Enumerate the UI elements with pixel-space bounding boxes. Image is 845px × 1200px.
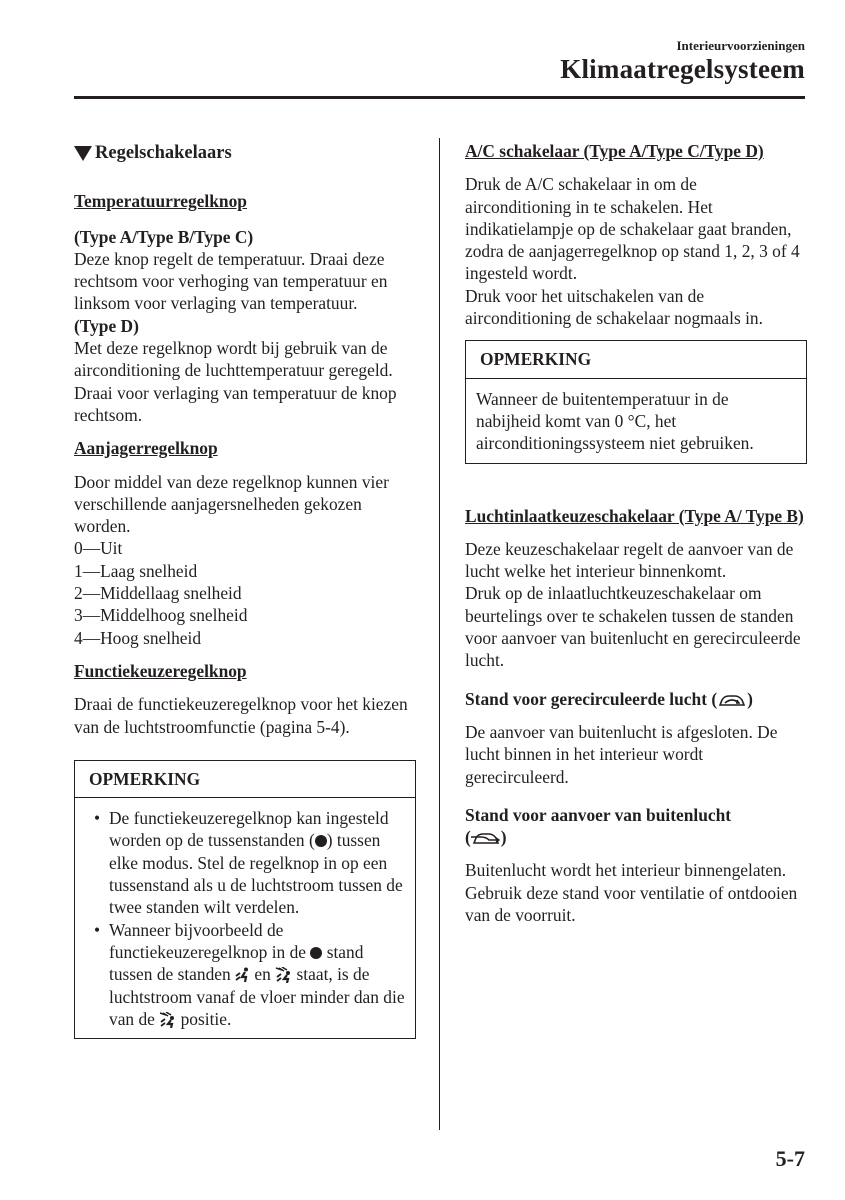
left-column bbox=[74, 140, 416, 1039]
note-bullet-1 bbox=[85, 807, 405, 918]
bullet-text bbox=[109, 919, 405, 1030]
bullet-text-part: stand tussen de standen bbox=[109, 941, 364, 985]
right-column bbox=[465, 140, 807, 926]
function-heading: Functiekeuzeregelknop bbox=[74, 660, 247, 681]
section-title bbox=[74, 142, 416, 164]
type-d-text: Met deze regelknop wordt bij gebruik van de airconditioning de luchttemperatuur geregeld. Draai voor verlaging van temperatuur de knop rechtsom. bbox=[74, 338, 397, 425]
type-d-label: (Type D) bbox=[74, 315, 139, 336]
fan-text: Door middel van deze regelknop kunnen vier verschillende aanjagersnelheden gekozen worden. bbox=[74, 471, 389, 537]
header-rule bbox=[74, 96, 805, 99]
fan-speed-4: 4—Hoog snelheid bbox=[74, 627, 202, 648]
floor-defrost-mode-icon bbox=[275, 967, 292, 983]
type-abc-text: Deze knop regelt de temperatuur. Draai deze rechtsom voor verhoging van temperatuur en linksom voor verlaging van temperatuur. bbox=[74, 248, 388, 314]
bullet-text bbox=[109, 807, 405, 918]
intake-text-1: Deze keuzeschakelaar regelt de aanvoer van de lucht welke het interieur binnenkomt. bbox=[465, 538, 794, 582]
note-heading: OPMERKING bbox=[75, 761, 415, 798]
recirculation-icon bbox=[717, 692, 747, 708]
fan-speed-2: 2—Middellaag snelheid bbox=[74, 583, 242, 604]
fan-heading: Aanjagerregelknop bbox=[74, 438, 218, 459]
bullet-mark: • bbox=[93, 919, 101, 940]
column-divider bbox=[439, 138, 440, 1130]
function-text: Draai de functiekeuzeregelknop voor het kiezen van de luchtstroomfunctie (pagina 5-4). bbox=[74, 694, 408, 737]
bullet-text-part: De functiekeuzeregelknop kan ingesteld worden op de tussenstanden ( bbox=[109, 808, 389, 851]
note-body bbox=[75, 798, 415, 1038]
bullet-mark: • bbox=[93, 808, 101, 829]
triangle-down-icon bbox=[74, 146, 92, 161]
fan-speed-3: 3—Middelhoog snelheid bbox=[74, 605, 248, 626]
ac-heading: A/C schakelaar (Type A/Type C/Type D) bbox=[465, 141, 764, 161]
floor-mode-icon bbox=[235, 967, 250, 983]
header-section: Interieurvoorzieningen bbox=[676, 38, 805, 53]
outside-icon-line bbox=[465, 826, 807, 848]
dot-icon bbox=[315, 835, 327, 847]
bullet-text-part: en bbox=[250, 964, 276, 985]
section-title-text: Regelschakelaars bbox=[95, 143, 232, 163]
recirc-heading bbox=[465, 688, 807, 710]
recirc-heading-close: ) bbox=[747, 688, 753, 709]
temperature-heading: Temperatuurregelknop bbox=[74, 191, 247, 212]
note-text: Wanneer de buitentemperatuur in de nabijheid komt van 0 °C, het airconditioningssysteem niet gebruiken. bbox=[476, 388, 754, 454]
note-bullet-2 bbox=[85, 919, 405, 1030]
ac-text-1: Druk de A/C schakelaar in om de airconditioning in te schakelen. Het indikatielampje op de schakelaar gaat branden, zodra de aanjagerregelknop op stand 1, 2, 3 of 4 ingesteld wordt. bbox=[465, 174, 800, 284]
outside-heading: Stand voor aanvoer van buitenlucht bbox=[465, 804, 732, 825]
outside-text: Buitenlucht wordt het interieur binnengelaten. Gebruik deze stand voor ventilatie of ontdooien van de voorruit. bbox=[465, 860, 798, 926]
page-number: 5-7 bbox=[775, 1146, 805, 1171]
note-box-right bbox=[465, 340, 807, 463]
note-heading: OPMERKING bbox=[466, 341, 806, 378]
intake-text-2: Druk op de inlaatluchtkeuzeschakelaar om beurtelings over te schakelen tussen de standen voor aanvoer van buitenlucht en gerecirculeerde lucht. bbox=[465, 583, 801, 671]
type-abc-label: (Type A/Type B/Type C) bbox=[74, 226, 254, 247]
outside-air-icon bbox=[471, 830, 501, 846]
ac-text-2: Druk voor het uitschakelen van de airconditioning de schakelaar nogmaals in. bbox=[465, 285, 763, 329]
bullet-text-part: Wanneer bijvoorbeeld de functiekeuzeregelknop in de bbox=[109, 919, 311, 962]
note-box-left bbox=[74, 760, 416, 1039]
fan-speed-0: 0—Uit bbox=[74, 538, 123, 559]
fan-speed-1: 1—Laag snelheid bbox=[74, 560, 198, 581]
intake-heading: Luchtinlaatkeuzeschakelaar (Type A/ Type B) bbox=[465, 505, 804, 526]
floor-defrost-mode-icon bbox=[159, 1012, 176, 1028]
outside-close-paren: ) bbox=[500, 827, 507, 848]
recirc-heading-text: Stand voor gerecirculeerde lucht ( bbox=[465, 688, 718, 709]
bullet-text-part: ) tussen elke modus. Stel de regelknop in op een tussenstand als u de luchtstroom tussen de twee standen wilt verdelen. bbox=[109, 830, 403, 918]
bullet-text-part: positie. bbox=[176, 1008, 232, 1029]
bullet-text-part: staat, is de luchtstroom vanaf de vloer minder dan die van de bbox=[109, 964, 405, 1029]
outside-open-paren: ( bbox=[465, 827, 471, 848]
recirc-text: De aanvoer van buitenlucht is afgesloten. De lucht binnen in het interieur wordt gerecirculeerd. bbox=[465, 721, 778, 787]
dot-icon bbox=[310, 947, 322, 959]
page-title: Klimaatregelsysteem bbox=[560, 54, 805, 84]
